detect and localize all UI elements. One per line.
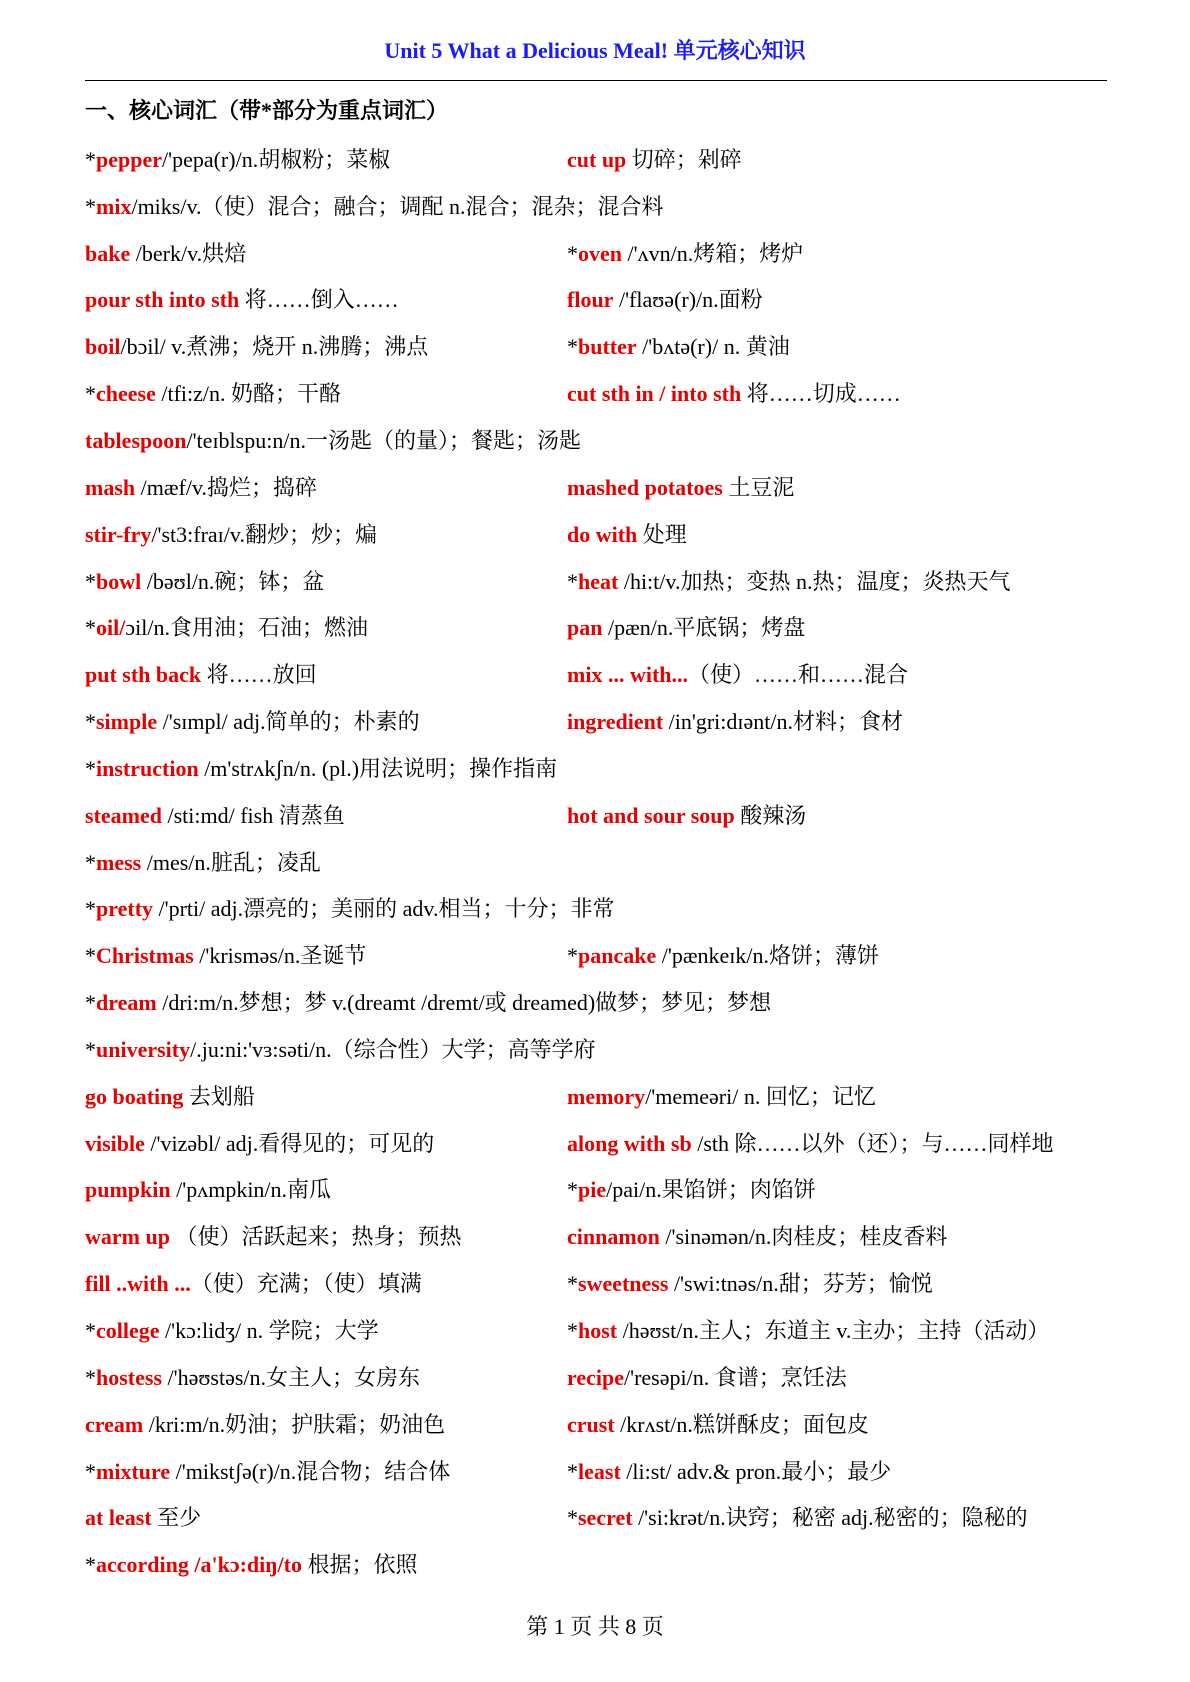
vocab-word: least [578,1458,621,1484]
vocab-row [85,510,1107,557]
star-mark: * [567,943,578,969]
vocab-entry [85,846,1107,877]
vocab-definition: /tfi:z/n. 奶酪；干酪 [155,381,342,407]
vocab-word: cheese [96,381,156,407]
vocab-word: cinnamon [567,1224,660,1250]
vocab-definition: /'pʌmpkin/n.南瓜 [170,1177,332,1203]
vocab-row [85,463,1107,510]
vocab-row [85,1447,1107,1494]
vocab-word: visible [85,1130,145,1156]
star-mark: * [567,1458,578,1484]
vocab-definition: /'sɪmpl/ adj.简单的；朴素的 [157,709,420,735]
star-mark: * [85,990,96,1016]
vocab-word: secret [578,1505,633,1531]
vocab-entry [567,658,1107,689]
vocab-word: fill ..with ... [85,1271,191,1297]
vocab-definition: /sti:md/ fish 清蒸鱼 [161,802,345,828]
vocab-entry [567,1455,1107,1486]
vocab-definition: /sth 除……以外（还）；与……同样地 [691,1130,1054,1156]
vocab-entry [567,330,1107,361]
vocab-entry [567,143,1107,174]
star-mark: * [85,1552,96,1578]
vocab-word: steamed [85,802,162,828]
vocab-row [85,1540,1107,1587]
vocab-definition: /in'gri:dɪənt/n.材料；食材 [663,709,903,735]
vocab-entry [567,1501,1107,1532]
vocab-definition: /'həʊstəs/n.女主人；女房东 [162,1364,421,1390]
vocab-definition: （使）活跃起来；热身；预热 [169,1224,462,1250]
vocab-row [85,1212,1107,1259]
vocab-row [85,1119,1107,1166]
vocab-definition: /'pænkeɪk/n.烙饼；薄饼 [656,943,879,969]
vocab-definition: /'vizəbl/ adj.看得见的；可见的 [144,1130,435,1156]
vocab-row [85,603,1107,650]
vocab-row [85,276,1107,323]
vocab-row [85,744,1107,791]
vocab-row [85,135,1107,182]
vocab-word: mix ... with... [567,662,688,688]
vocab-definition: /'bʌtə(r)/ n. 黄油 [636,334,790,360]
header-rule [85,80,1107,81]
vocab-definition: /'flaʊə(r)/n.面粉 [613,287,763,313]
vocab-entry [85,752,1107,783]
vocab-entry [567,1173,1107,1204]
star-mark: * [567,1177,578,1203]
vocab-word: Christmas [96,943,194,969]
vocab-definition: /.ju:ni:'vɜ:səti/n.（综合性）大学；高等学府 [190,1036,596,1062]
vocab-entry [85,1080,567,1111]
vocab-definition: /'resəpi/n. 食谱；烹饪法 [624,1364,847,1390]
vocab-word: boil [85,334,121,360]
vocab-definition: /bəʊl/n.碗；钵；盆 [141,568,325,594]
vocab-definition: /'pepa(r)/n.胡椒粉；菜椒 [162,146,391,172]
vocab-word: bowl [96,568,142,594]
vocab-definition: /'kɔ:lidʒ/ n. 学院；大学 [159,1318,379,1344]
vocab-entry [567,377,1107,408]
star-mark: * [567,568,578,594]
vocab-word: cream [85,1411,144,1437]
vocab-definition: /krʌst/n.糕饼酥皮；面包皮 [614,1411,869,1437]
vocab-definition: /mæf/v.捣烂；捣碎 [135,474,318,500]
vocab-entry [567,237,1107,268]
vocab-entry [85,377,567,408]
vocab-word: do with [567,521,638,547]
vocab-word: pour sth into sth [85,287,240,313]
vocab-definition: 处理 [637,521,687,547]
vocab-word: pretty [96,896,154,922]
vocab-definition: 去划船 [183,1083,255,1109]
vocab-word: sweetness [578,1271,669,1297]
star-mark: * [85,1364,96,1390]
vocab-entry [85,799,567,830]
vocab-entry [85,471,567,502]
vocab-definition: /'mikstʃə(r)/n.混合物；结合体 [170,1458,451,1484]
vocab-entry [567,283,1107,314]
vocab-row [85,838,1107,885]
star-mark: * [567,1271,578,1297]
vocab-definition: /'prti/ adj.漂亮的；美丽的 adv.相当；十分；非常 [153,896,615,922]
vocab-word: hot and sour soup [567,802,735,828]
vocab-word: flour [567,287,614,313]
vocab-entry [567,471,1107,502]
vocab-row [85,697,1107,744]
vocab-definition: /'ʌvn/n.烤箱；烤炉 [622,240,804,266]
star-mark: * [85,615,96,641]
vocab-row [85,182,1107,229]
vocab-definition: 切碎；剁碎 [626,146,742,172]
vocab-entry [567,705,1107,736]
vocab-definition: /'sinəmən/n.肉桂皮；桂皮香料 [659,1224,948,1250]
vocab-entry [567,565,1107,596]
vocab-entry [85,330,567,361]
star-mark: * [85,755,96,781]
vocab-definition: 土豆泥 [722,474,795,500]
vocab-definition: /həʊst/n.主人；东道主 v.主办；主持（活动） [617,1318,1050,1344]
vocab-row [85,229,1107,276]
star-mark: * [85,1318,96,1344]
vocab-word: mix [96,193,132,219]
vocab-entry [567,611,1107,642]
page-title: Unit 5 What a Delicious Meal! 单元核心知识 [384,38,806,63]
section-title: 一、核心词汇（带*部分为重点词汇） [85,98,449,123]
vocab-entry [85,283,567,314]
vocab-definition: /pæn/n.平底锅；烤盘 [602,615,806,641]
vocab-entry [85,1314,567,1345]
vocab-entry [567,1267,1107,1298]
vocab-entry [85,190,1107,221]
vocab-row [85,1259,1107,1306]
vocab-entry [85,658,567,689]
vocab-definition: /'krisməs/n.圣诞节 [193,943,367,969]
vocab-entry [85,1220,567,1251]
vocab-entry [85,565,567,596]
vocab-entry [567,799,1107,830]
vocab-row [85,1306,1107,1353]
vocab-definition: /hi:t/v.加热；变热 n.热；温度；炎热天气 [618,568,1011,594]
vocab-entry [567,518,1107,549]
vocab-definition: （使）充满；（使）填满 [190,1271,422,1297]
vocab-word: pie [578,1177,607,1203]
vocab-word: simple [96,709,158,735]
vocab-word: pancake [578,943,657,969]
vocab-word: memory [567,1083,646,1109]
vocab-row [85,322,1107,369]
vocab-entry [85,143,567,174]
vocab-definition: /pai/n.果馅饼；肉馅饼 [606,1177,816,1203]
vocab-entry [567,939,1107,970]
star-mark: * [85,568,96,594]
vocab-entry [567,1314,1107,1345]
vocab-word: hostess [96,1364,163,1390]
vocab-word: put sth back [85,662,202,688]
vocab-definition: /'swi:tnəs/n.甜；芬芳；愉悦 [668,1271,933,1297]
vocab-definition: 根据；依照 [301,1552,418,1578]
vocab-entry [85,1501,567,1532]
vocab-list [85,135,1107,1587]
vocab-entry [567,1220,1107,1251]
vocab-entry [85,705,567,736]
vocab-entry [85,939,567,970]
vocab-entry [567,1361,1107,1392]
vocab-word: along with sb [567,1130,692,1156]
vocab-entry [567,1127,1107,1158]
vocab-definition: （使）……和……混合 [688,662,909,688]
vocab-word: butter [578,334,637,360]
vocab-definition: 将……切成…… [741,381,901,407]
vocab-word: mashed potatoes [567,474,723,500]
vocab-row [85,1493,1107,1540]
vocab-definition: /miks/v.（使）混合；融合；调配 n.混合；混杂；混合料 [131,193,664,219]
vocab-entry [85,518,567,549]
vocab-entry [85,1267,567,1298]
vocab-word: mess [96,849,142,875]
vocab-row [85,557,1107,604]
vocab-word: oil/ [96,615,126,641]
vocab-word: pepper [96,146,162,172]
vocab-entry [85,1408,567,1439]
vocab-definition: /kri:m/n.奶油；护肤霜；奶油色 [143,1411,446,1437]
vocab-word: mixture [96,1458,171,1484]
vocab-word: dream [96,990,157,1016]
star-mark: * [85,896,96,922]
star-mark: * [85,1036,96,1062]
vocab-row [85,978,1107,1025]
star-mark: * [85,849,96,875]
vocab-entry [85,1173,567,1204]
vocab-row [85,1025,1107,1072]
star-mark: * [85,381,96,407]
vocab-word: crust [567,1411,615,1437]
star-mark: * [567,240,578,266]
vocab-definition: /dri:m/n.梦想；梦 v.(dreamt /dremt/或 dreamed)做梦；梦见；梦想 [156,990,772,1016]
vocab-word: at least [85,1505,152,1531]
vocab-entry [85,1361,567,1392]
star-mark: * [85,193,96,219]
star-mark: * [567,1505,578,1531]
vocab-definition: ɔil/n.食用油；石油；燃油 [125,615,368,641]
vocab-definition: /mes/n.脏乱；凌乱 [141,849,321,875]
vocab-entry [85,892,1107,923]
vocab-word: host [578,1318,618,1344]
vocab-definition: /'teɪblspu:n/n.一汤匙（的量）；餐匙；汤匙 [186,427,581,453]
vocab-row [85,416,1107,463]
vocab-word: mash [85,474,136,500]
vocab-word: ingredient [567,709,664,735]
vocab-word: pan [567,615,603,641]
vocab-word: tablespoon [85,427,187,453]
star-mark: * [85,943,96,969]
vocab-word: oven [578,240,622,266]
vocab-entry [567,1408,1107,1439]
vocab-word: bake [85,240,131,266]
vocab-definition: /m'strʌkʃn/n. (pl.)用法说明；操作指南 [198,755,558,781]
vocab-definition: /berk/v.烘焙 [130,240,247,266]
vocab-row [85,885,1107,932]
star-mark: * [85,146,96,172]
vocab-row [85,1166,1107,1213]
vocab-row [85,1353,1107,1400]
vocab-row [85,650,1107,697]
vocab-word: instruction [96,755,199,781]
vocab-entry [85,237,567,268]
vocab-entry [85,611,567,642]
vocab-definition: /'st3:fraɪ/v.翻炒；炒；煸 [151,521,377,547]
vocab-definition: 至少 [151,1505,202,1531]
vocab-word: cut sth in / into sth [567,381,742,407]
star-mark: * [567,334,578,360]
vocab-word: heat [578,568,619,594]
vocab-entry [85,1127,567,1158]
vocab-entry [85,1033,1107,1064]
vocab-definition: /'memeəri/ n. 回忆；记忆 [645,1083,876,1109]
star-mark: * [85,1458,96,1484]
vocab-word: recipe [567,1364,625,1390]
vocab-word: go boating [85,1083,184,1109]
vocab-row [85,931,1107,978]
vocab-entry [85,424,1107,455]
vocab-word: pumpkin [85,1177,171,1203]
vocab-definition: /bɔil/ v.煮沸；烧开 n.沸腾；沸点 [120,334,429,360]
vocab-definition: /li:st/ adv.& pron.最小；最少 [620,1458,892,1484]
vocab-definition: /'si:krət/n.诀窍；秘密 adj.秘密的；隐秘的 [632,1505,1028,1531]
vocab-row [85,791,1107,838]
vocab-entry [85,1548,1107,1579]
vocab-word: college [96,1318,160,1344]
vocab-entry [85,1455,567,1486]
vocab-row [85,1400,1107,1447]
vocab-entry [85,986,1107,1017]
vocab-word: university [96,1036,191,1062]
vocab-row [85,1072,1107,1119]
vocab-word: stir-fry [85,521,152,547]
star-mark: * [85,709,96,735]
star-mark: * [567,1318,578,1344]
vocab-definition: 将……放回 [201,662,317,688]
vocab-entry [567,1080,1107,1111]
vocab-definition: 酸辣汤 [734,802,807,828]
vocab-word: warm up [85,1224,170,1250]
vocab-word: cut up [567,146,627,172]
vocab-word: according /a'kɔ:diŋ/to [96,1552,302,1578]
page-footer: 第 1 页 共 8 页 [526,1614,664,1639]
vocab-definition: 将……倒入…… [239,287,399,313]
vocab-row [85,369,1107,416]
